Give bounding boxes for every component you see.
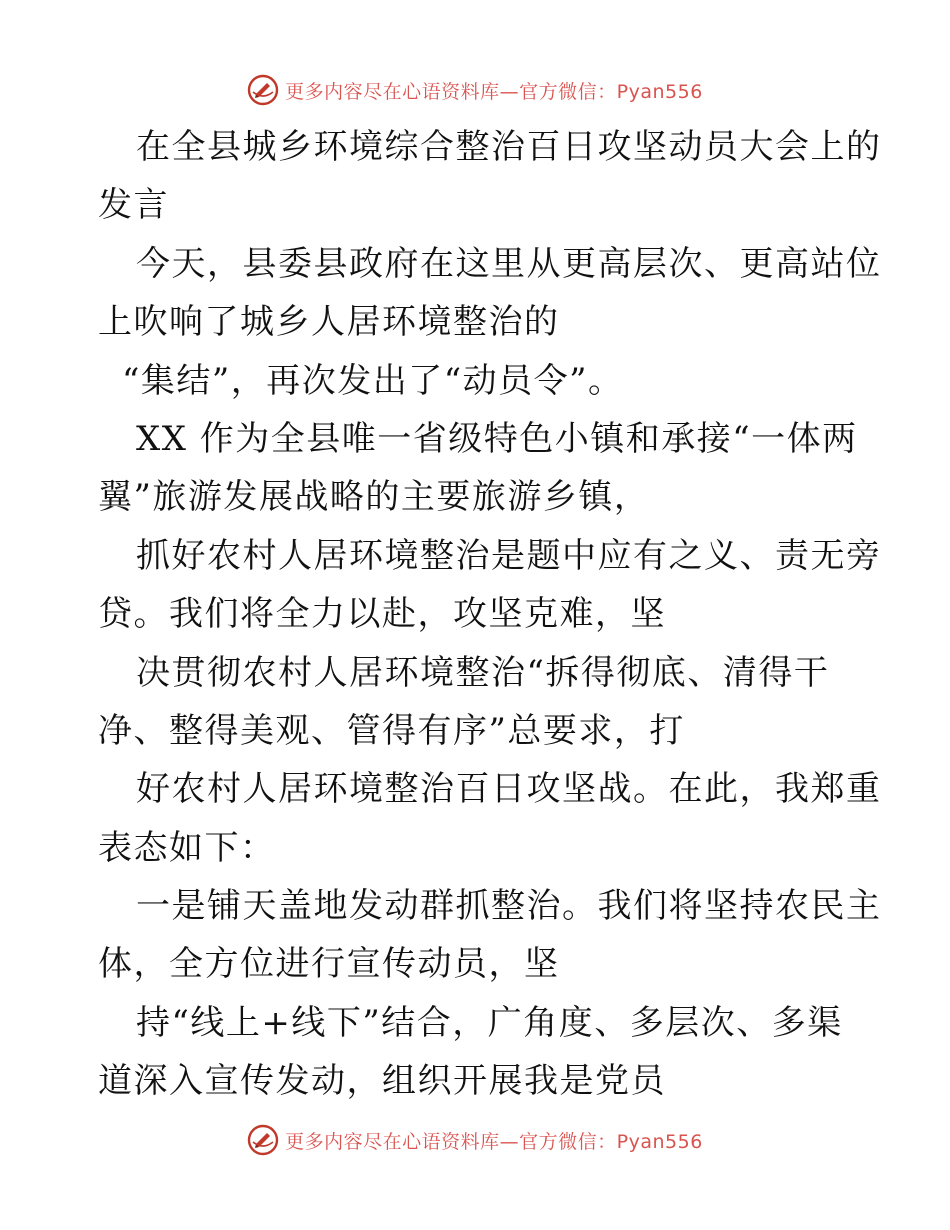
text-line: 发言 [98,185,169,226]
watermark-text: 更多内容尽在心语资料库—官方微信：Pyan556 [285,1130,703,1153]
text-line: 持“线上+线下”结合，广角度、多层次、多渠 [136,1002,843,1043]
text-line: 在全县城乡环境综合整治百日攻坚动员大会上的 [136,127,882,167]
text-line: 今天，县委县政府在这里从更高层次、更高站位 [136,243,882,284]
text-line: 净、整得美观、管得有序”总要求，打 [98,710,685,751]
text-line: 表态如下： [98,827,276,868]
text-line: 好农村人居环境整治百日攻坚战。在此，我郑重 [136,769,882,810]
paragraph [98,644,858,761]
paragraph [98,877,882,994]
text-line: 贷。我们将全力以赴，攻坚克难，坚 [98,594,666,635]
book-pen-logo-icon [247,74,279,106]
paragraph [98,352,858,410]
text-line: 抓好农村人居环境整治是题中应有之义、责无旁 [136,535,882,576]
text-line: 体，全方位进行宣传动员，坚 [98,944,560,985]
paragraph [98,410,858,527]
text-line: 道深入宣传发动，组织开展我是党员 [98,1061,666,1102]
book-pen-logo-icon [247,1124,279,1156]
text-line: XX 作为全县唯一省级特色小镇和承接“一体两 [136,418,858,459]
watermark-text: 更多内容尽在心语资料库—官方微信：Pyan556 [285,80,703,103]
watermark-footer [0,1120,950,1160]
text-line: 决贯彻农村人居环境整治“拆得彻底、清得干 [136,652,830,693]
text-line: 一是铺天盖地发动群抓整治。我们将坚持农民主 [136,886,882,927]
text-line: “集结”，再次发出了“动员令”。 [122,360,624,401]
paragraph [98,235,882,352]
paragraph [98,994,858,1111]
paragraph [98,527,882,644]
document-body [98,118,882,1111]
paragraph [98,760,882,877]
paragraph-title [98,118,882,235]
watermark-header [0,70,950,110]
text-line: 上吹响了城乡人居环境整治的 [98,302,560,343]
text-line: 翼”旅游发展战略的主要旅游乡镇， [98,477,650,518]
